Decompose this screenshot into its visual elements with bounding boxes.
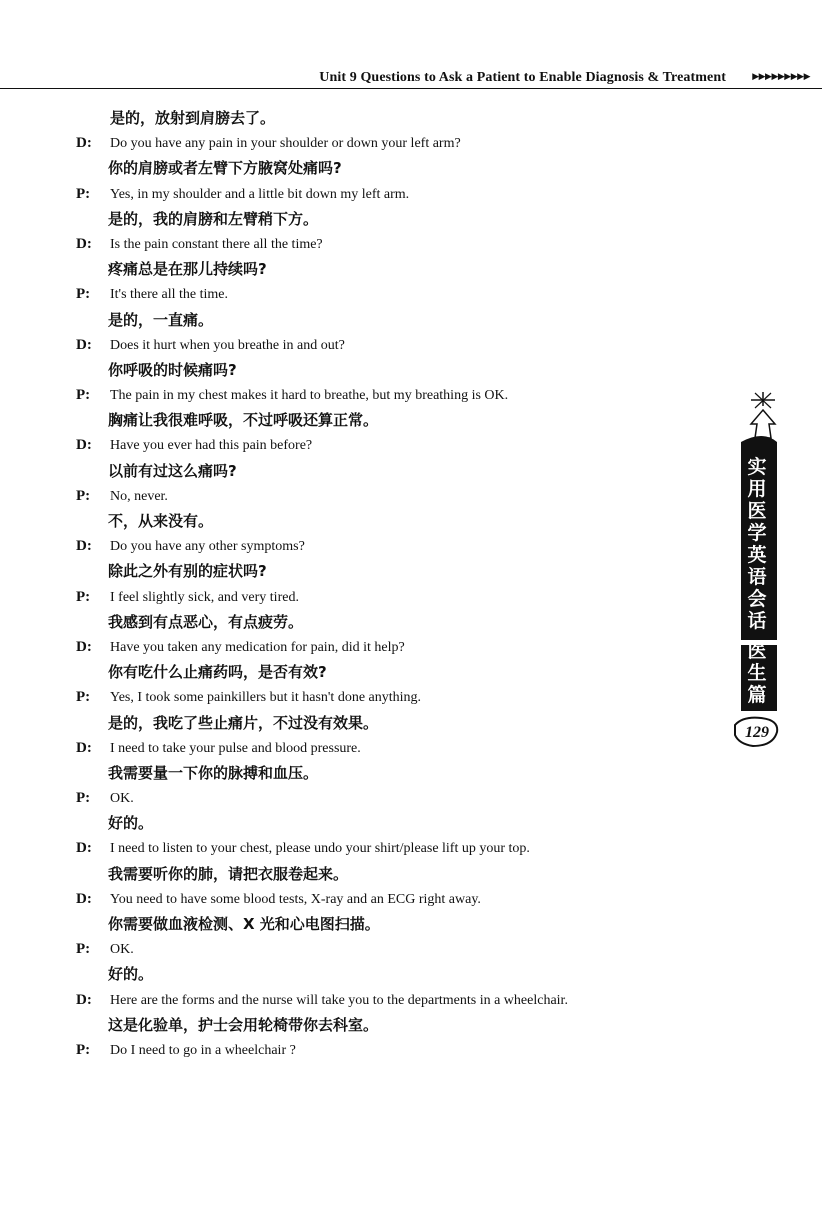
dialogue-line-english [76,534,716,559]
dialogue-line-chinese [76,711,716,736]
english-text: I need to take your pulse and blood pressure. [110,740,361,756]
dialogue-line-english [76,685,716,710]
chinese-text: 你呼吸的时候痛吗? [108,360,237,379]
dialogue-line-chinese [76,912,716,937]
dialogue-line-english [76,282,716,307]
speaker-label: D: [76,135,92,152]
english-text: You need to have some blood tests, X-ray and an ECG right away. [110,891,481,907]
english-text: Do you have any pain in your shoulder or down your left arm? [110,136,461,152]
english-text: Here are the forms and the nurse will take you to the departments in a wheelchair. [110,992,568,1008]
english-text: Do you have any other symptoms? [110,539,305,555]
dialogue-line-chinese [76,358,716,383]
english-text: Have you ever had this pain before? [110,438,313,454]
dialogue-line-english [76,937,716,962]
side-tab-title: 实用医学英语会话 [747,456,767,632]
header-arrow-icons: ▶▶▶▶▶▶▶▶▶ [752,71,810,81]
speaker-label: P: [76,941,91,958]
speaker-label: P: [76,487,91,504]
dialogue-line-chinese [76,156,716,181]
dialogue-line-english [76,232,716,257]
dialogue-line-english [76,736,716,761]
dialogue-line-english [76,484,716,509]
dialogue-line-chinese [76,459,716,484]
english-text: No, never. [110,488,168,504]
dialogue-line-chinese [76,308,716,333]
english-text: It's there all the time. [110,287,228,303]
english-text: Yes, I took some painkillers but it hasn't done anything. [110,690,422,706]
english-text: The pain in my chest makes it hard to breathe, but my breathing is OK. [110,388,509,404]
dialogue-line-english [76,433,716,458]
chinese-text: 好的。 [108,814,154,833]
header-rule [0,88,822,89]
chinese-text: 你有吃什么止痛药吗，是否有效? [108,663,327,682]
dialogue-line-chinese [76,1013,716,1038]
dialogue-line-chinese [76,509,716,534]
english-text: Do I need to go in a wheelchair ? [110,1042,296,1058]
chinese-text: 我需要量一下你的脉搏和血压。 [108,763,319,782]
speaker-label: P: [76,185,91,202]
speaker-label: P: [76,689,91,706]
dialogue-line-english [76,988,716,1013]
dialogue-line-chinese [76,408,716,433]
dialogue-line-chinese [76,559,716,584]
chinese-text: 以前有过这么痛吗? [108,461,237,480]
speaker-label: D: [76,437,92,454]
dialogue-line-english [76,585,716,610]
dialogue-line-english [76,383,716,408]
dialogue-line-english [76,887,716,912]
chinese-text: 是的，一直痛。 [108,310,214,329]
speaker-label: P: [76,286,91,303]
english-text: Yes, in my shoulder and a little bit down my left arm. [110,186,410,202]
english-text: Is the pain constant there all the time? [110,236,323,252]
chinese-text: 疼痛总是在那儿持续吗? [108,260,267,279]
dialogue-line-chinese [76,862,716,887]
english-text: OK. [110,791,134,807]
dialogue-line-english [76,635,716,660]
chinese-text: 你的肩膀或者左臂下方腋窝处痛吗? [108,159,342,178]
speaker-label: D: [76,336,92,353]
speaker-label: P: [76,1041,91,1058]
chinese-text: 是的，放射到肩膀去了。 [110,109,276,127]
english-text: I need to listen to your chest, please undo your shirt/please lift up your top. [110,841,530,857]
dialogue-line-english [76,333,716,358]
side-tab [733,390,783,750]
chinese-text: 好的。 [108,965,154,984]
chinese-text: 不，从来没有。 [108,512,214,530]
speaker-label: D: [76,890,92,907]
dialogue-line-english [76,131,716,156]
dialogue-line-chinese [76,660,716,685]
dialogue-line-english [76,1038,716,1063]
speaker-label: D: [76,991,92,1008]
running-header-title: Unit 9 Questions to Ask a Patient to Enable Diagnosis & Treatment [319,70,726,85]
dialogue-line-chinese [76,257,716,282]
english-text: OK. [110,942,134,958]
speaker-label: D: [76,538,92,555]
chinese-text: 除此之外有别的症状吗? [108,562,267,581]
english-text: Have you taken any medication for pain, did it help? [110,639,405,655]
dialogue-line-chinese [76,811,716,836]
chinese-text: 是的，我的肩膀和左臂稍下方。 [108,209,319,228]
speaker-label: P: [76,790,91,807]
english-text: Does it hurt when you breathe in and out? [110,337,345,353]
dialogue-line-chinese [76,106,716,131]
page-number: 129 [745,724,769,741]
dialogue-line-chinese [76,207,716,232]
speaker-label: D: [76,840,92,857]
dialogue [76,106,716,1063]
dialogue-line-english [76,836,716,861]
dialogue-line-chinese [76,962,716,987]
dialogue-line-chinese [76,761,716,786]
side-tab-subtitle: 医生篇 [747,640,767,706]
speaker-label: P: [76,387,91,404]
dialogue-line-chinese [76,610,716,635]
dialogue-line-english [76,786,716,811]
speaker-label: D: [76,739,92,756]
chinese-text: 是的，我吃了些止痛片，不过没有效果。 [108,713,379,732]
chinese-text: 我需要听你的肺，请把衣服卷起来。 [108,864,349,883]
chinese-text: 胸痛让我很难呼吸，不过呼吸还算正常。 [108,411,379,430]
chinese-text: 这是化验单，护士会用轮椅带你去科室。 [108,1015,379,1034]
speaker-label: D: [76,638,92,655]
sparkle-icon [751,392,775,408]
chinese-text: 你需要做血液检测、X 光和心电图扫描。 [108,915,380,933]
english-text: I feel slightly sick, and very tired. [110,589,299,605]
speaker-label: P: [76,588,91,605]
chinese-text: 我感到有点恶心，有点疲劳。 [108,612,304,631]
dialogue-line-english [76,182,716,207]
speaker-label: D: [76,235,92,252]
